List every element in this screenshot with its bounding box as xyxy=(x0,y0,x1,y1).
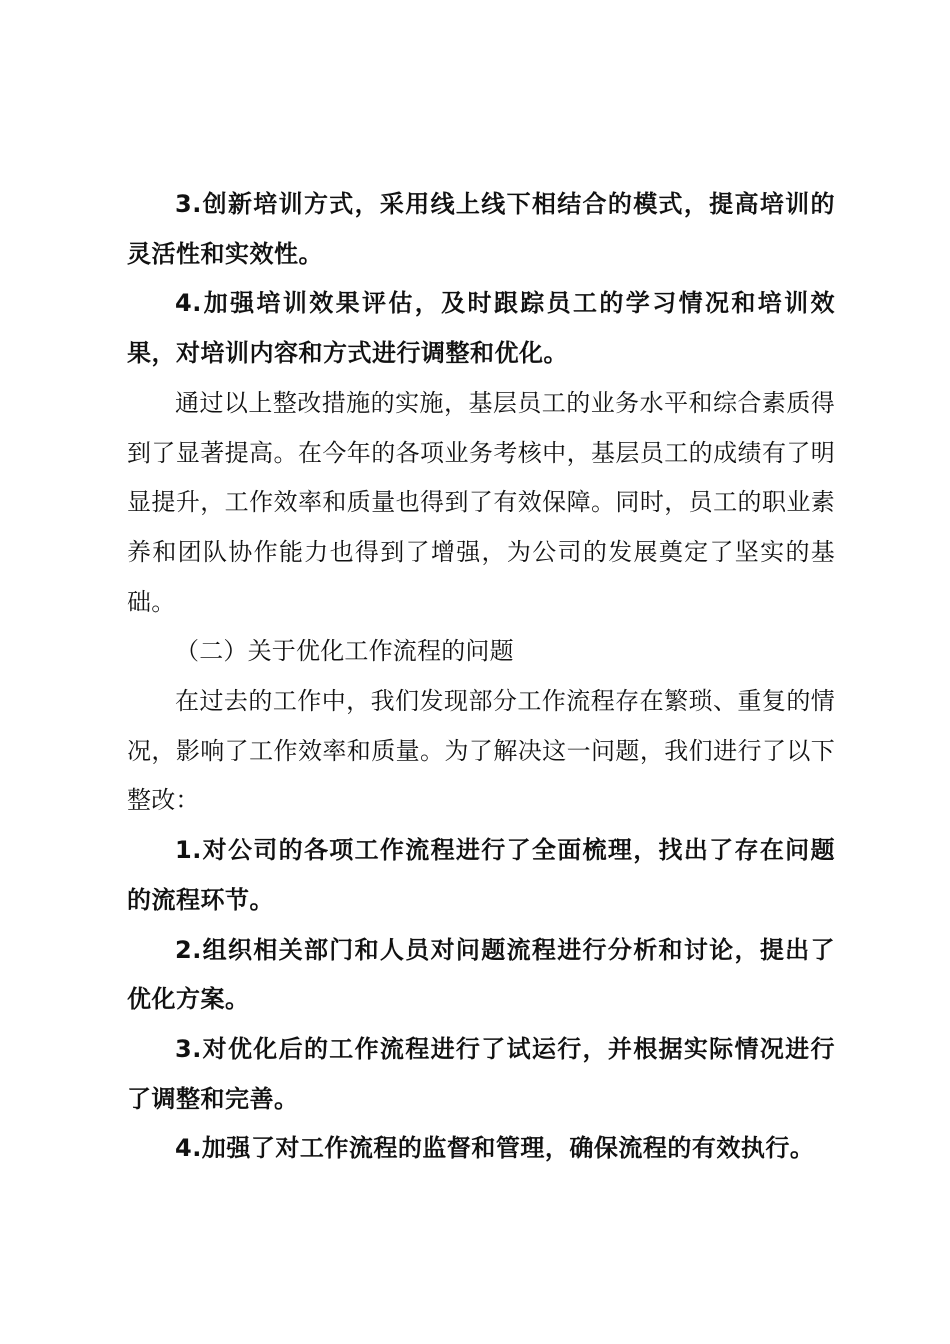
section-heading: （二）关于优化工作流程的问题 xyxy=(175,637,514,666)
numbered-item-workflow-supervision: 4.加强了对工作流程的监督和管理，确保流程的有效执行。 xyxy=(175,1134,815,1163)
numbered-item-workflow-analysis: 2.组织相关部门和人员对问题流程进行分析和讨论，提出了优化方案。 xyxy=(127,935,835,1014)
numbered-item-training-method: 3.创新培训方式，采用线上线下相结合的模式，提高培训的灵活性和实效性。 xyxy=(127,190,835,268)
numbered-item-workflow-review: 1.对公司的各项工作流程进行了全面梳理，找出了存在问题的流程环节。 xyxy=(127,836,835,914)
body-paragraph-results: 通过以上整改措施的实施，基层员工的业务水平和综合素质得到了显著提高。在今年的各项业务考核中，基层员工的成绩有了明显提升，工作效率和质量也得到了有效保障。同时，员工的职业素养和团队协作能力也得到了增强，为公司的发展奠定了坚实的基础。 xyxy=(127,388,835,616)
numbered-item-training-evaluation: 4.加强培训效果评估，及时跟踪员工的学习情况和培训效果，对培训内容和方式进行调整和优化。 xyxy=(127,289,835,368)
numbered-item-workflow-trial: 3.对优化后的工作流程进行了试运行，并根据实际情况进行了调整和完善。 xyxy=(127,1034,835,1113)
body-paragraph-workflow: 在过去的工作中，我们发现部分工作流程存在繁琐、重复的情况，影响了工作效率和质量。为了解决这一问题，我们进行了以下整改： xyxy=(127,687,835,815)
document-page xyxy=(127,180,835,1174)
